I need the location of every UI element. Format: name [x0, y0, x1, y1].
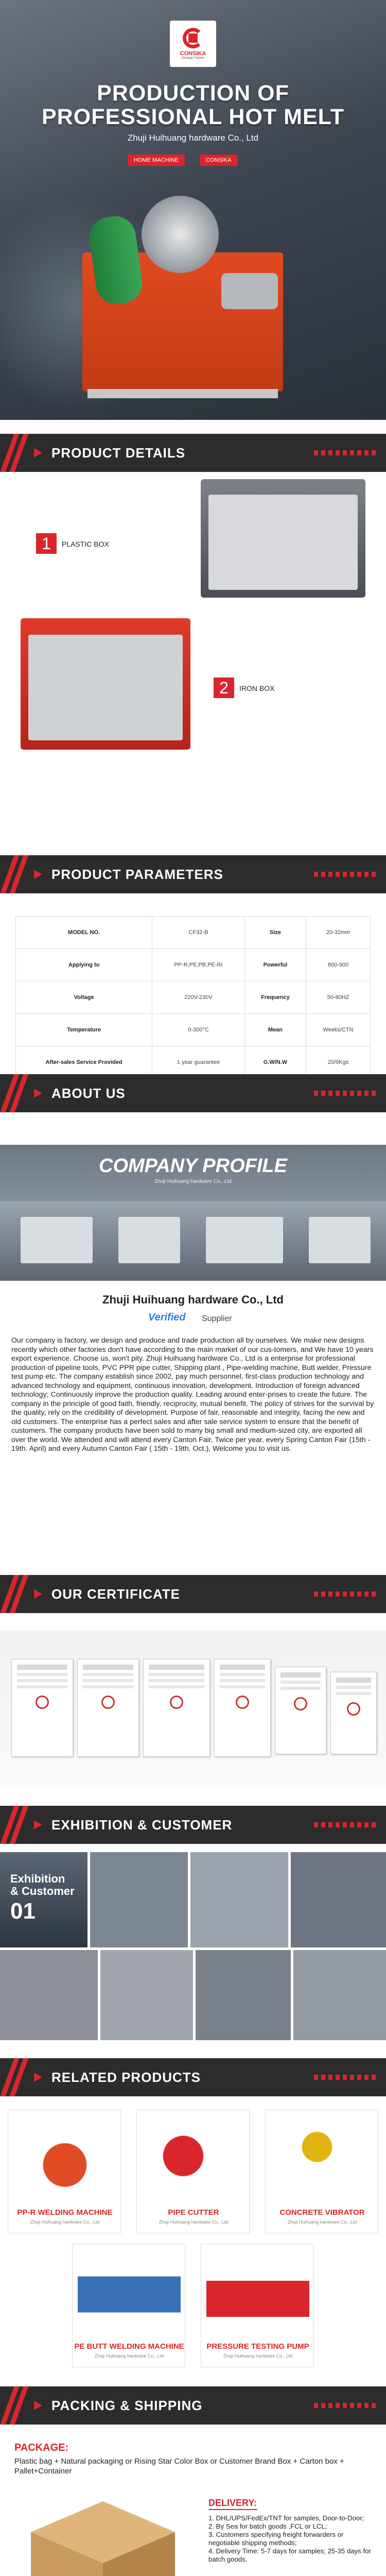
logo-subtext: Strategic Partner: [181, 57, 205, 60]
hero-title-line2: PROFESSIONAL HOT MELT: [42, 105, 344, 129]
section-header-certificate: OUR CERTIFICATE: [0, 1575, 386, 1613]
factory-machine-image: [21, 1217, 93, 1263]
factory-machine-image: [206, 1217, 283, 1263]
heating-plate-image: [142, 196, 219, 273]
exhibition-photo: [196, 1950, 291, 2040]
related-product-card[interactable]: PP-R WELDING MACHINE Zhuji Huihuang hardware Co., Ltd: [8, 2110, 121, 2233]
profile-subtitle: Zhuji Huihuang hardware Co., Ltd: [154, 1179, 232, 1184]
machine-stand-image: [87, 389, 278, 398]
related-product-card[interactable]: PRESSURE TESTING PUMP Zhuji Huihuang hardware Co., Ltd: [201, 2244, 314, 2367]
related-product-card[interactable]: CONCRETE VIBRATOR Zhuji Huihuang hardware Co., Ltd: [265, 2110, 378, 2233]
section-header-about-us: ABOUT US: [0, 1074, 386, 1112]
hero-button-brand[interactable]: CONSIKA: [200, 155, 238, 166]
exhibition-photo: [190, 1852, 288, 1947]
exhibition-photo: [293, 1950, 386, 2040]
certificate-image: [275, 1667, 326, 1754]
exhibition-label: Exhibition & Customer: [10, 1872, 75, 1897]
brand-logo: [170, 21, 216, 67]
hero-banner: [0, 0, 386, 420]
detail-number-2: 2: [214, 677, 234, 698]
certificate-image: [143, 1659, 210, 1757]
certificate-image: [330, 1672, 377, 1754]
exhibition-photo: [90, 1852, 188, 1947]
hero-company: Zhuji Huihuang hardware Co., Ltd: [127, 133, 259, 143]
iron-box-image: [21, 618, 190, 750]
welding-dies-image: [221, 273, 278, 309]
package-title: PACKAGE:: [14, 2442, 69, 2453]
delivery-info: DELIVERY: 1. DHL/UPS/FedEx/TNT for samples, Door-to-Door; 2. By Sea for batch goods ,FCL or LCL; 3. Customers specifying freight forwarders or negotiable shipping methods; 4. Delivery Time: 5-7 days for samples; 25-35 days for batch goods.: [208, 2498, 371, 2563]
related-product-card[interactable]: PIPE CUTTER Zhuji Huihuang hardware Co., Ltd: [136, 2110, 250, 2233]
plastic-box-image: [201, 479, 365, 598]
hero-title-line1: PRODUCTION OF: [97, 81, 289, 106]
exhibition-photo: [100, 1950, 193, 2040]
about-description: Our company is factory, we design and produce and trade production all by ourselves. We make new designs recently which other factories don't have according to the main market of our cus-tomers, and We have 10 years export experience. Choose us, won't pity. Zhuji Huihuang hardware Co., Ltd is a enterprise for professional production of pipeline tools, PVC PPR pipe cutter, Shipping plant , Pipe-welding machine, Butt welder, Pressure test pump etc. The company establish since 2002, pay much personnel, first-class production technology and advanced technology and equipment, continuous innovation, development. Introduction of foreign advanced technology; Continuously improve the production quality. Leading around enter-prises to create the future. The company in the principle of good faith, friendly, reciprocity, mutual benefit. The policy of strives for the survival by the quality, rely on the credibility of development. Purpose of fair, reasonable and integrity, facing the new and old customers. The enterprise has a perfect sales and after sale service system to ensure that the benefit of customers. The company products have been sold to many big small and medium-sized city, are exported all over the world. We attended and will attend every Canton Fair, Twice per year, every Spring Canton Fair (15th - 19th. April) and every Autumn Canton Fair ( 15th - 19th. Oct.), Welcome you to visit us.: [11, 1336, 374, 1453]
table-row: After-sales Service Provided 1 year guarantee G.W/N.W 20/9Kgs: [16, 1046, 371, 1079]
section-header-related-products: RELATED PRODUCTS: [0, 2058, 386, 2096]
exhibition-photo: [291, 1852, 386, 1947]
hero-button-home[interactable]: HOME MACHINE: [128, 155, 185, 166]
carton-box-image: [26, 2491, 180, 2576]
section-header-product-parameters: PRODUCT PARAMETERS: [0, 855, 386, 893]
detail-number-1: 1: [36, 533, 57, 554]
supplier-label: Supplier: [202, 1314, 232, 1323]
detail-label-1: PLASTIC BOX: [62, 540, 109, 548]
section-header-exhibition: EXHIBITION & CUSTOMER: [0, 1806, 386, 1844]
certificate-image: [214, 1659, 271, 1757]
factory-machine-image: [309, 1217, 371, 1263]
factory-machine-image: [118, 1217, 180, 1263]
certificate-image: [11, 1659, 73, 1757]
section-header-product-details: PRODUCT DETAILS: [0, 434, 386, 472]
section-header-packing: PACKING & SHIPPING: [0, 2386, 386, 2425]
detail-label-2: IRON BOX: [239, 684, 275, 692]
related-product-card[interactable]: PE BUTT WELDING MACHINE Zhuji Huihuang hardware Co., Ltd: [72, 2244, 185, 2367]
certificate-image: [77, 1659, 139, 1757]
exhibition-number: 01: [10, 1899, 36, 1924]
table-row: Voltage 220V-230V Frequency 50-60HZ: [16, 981, 371, 1014]
table-row: Temperature 0-300°C Mean Weeks/CTN: [16, 1014, 371, 1046]
company-name: Zhuji Huihuang hardware Co., Ltd: [102, 1293, 284, 1306]
parameters-table: [15, 916, 371, 1079]
profile-title: COMPANY PROFILE: [99, 1155, 287, 1177]
exhibition-photo: [0, 1950, 98, 2040]
package-description: Plastic bag + Natural packaging or Rising Star Color Box or Customer Brand Box + Carton box + Pallet+Container: [14, 2457, 344, 2476]
logo-text: CONSIKA: [180, 50, 206, 57]
table-row: MODEL NO. CF32-B Size 20-32mm: [16, 917, 371, 949]
verified-badge: Verified: [148, 1312, 186, 1323]
company-profile-banner: [0, 1145, 386, 1281]
table-row: Applying to PP-R,PE,PB,PE-RI Powerful 800-900: [16, 949, 371, 981]
logo-icon: [183, 28, 203, 48]
